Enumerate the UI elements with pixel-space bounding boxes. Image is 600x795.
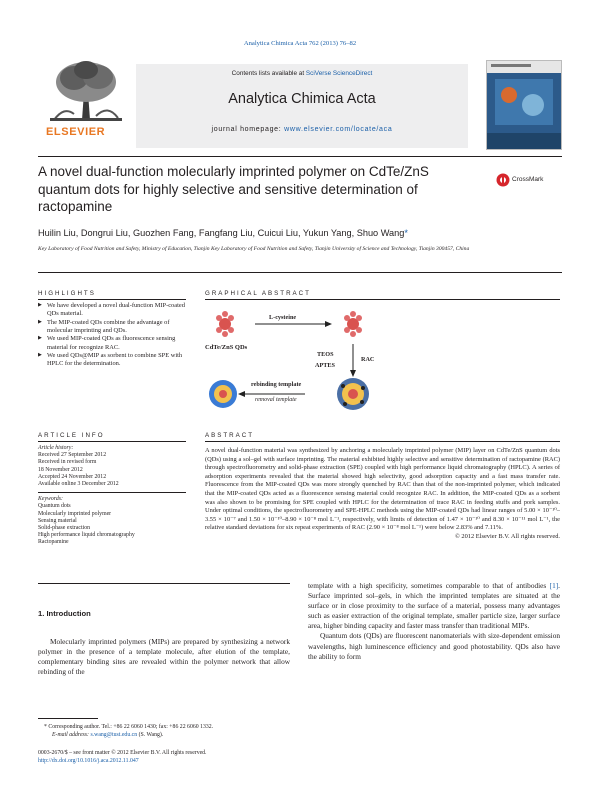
homepage-link[interactable]: www.elsevier.com/locate/aca [284, 126, 393, 133]
highlights-list [38, 302, 186, 369]
label-lcysteine: L-cysteine [269, 314, 297, 321]
crossmark-label: CrossMark [512, 176, 544, 183]
intro-column-2 [308, 581, 560, 662]
homepage-prefix: journal homepage: [211, 126, 285, 133]
journal-homepage [136, 126, 468, 133]
header-rule [38, 156, 562, 157]
keyword-item: Sensing material [38, 517, 77, 524]
qd-cluster-icon [344, 311, 362, 337]
label-cdte-zns-qds: CdTe/ZnS QDs [205, 344, 248, 351]
journal-cover-thumbnail[interactable] [486, 60, 562, 150]
crossmark-badge[interactable] [496, 173, 560, 187]
issn-line: 0003-2670/$ – see front matter © 2012 Elsevier B.V. All rights reserved. [38, 750, 207, 756]
label-rebinding-template: rebinding template [251, 381, 302, 388]
label-removal-template: removal template [255, 397, 297, 403]
history-item: Received in revised form [38, 459, 97, 466]
abstract-body [205, 447, 560, 542]
elsevier-wordmark: ELSEVIER [46, 126, 106, 138]
keyword-item: Quantum dots [38, 503, 71, 510]
keywords-rule [38, 492, 186, 493]
keyword-item: High performance liquid chromatography [38, 532, 135, 539]
intro-col2-text: template with a high specificity, sometimes comparable to that of antibodies [308, 581, 550, 590]
label-rac: RAC [361, 356, 375, 363]
highlight-item: ▶ We have developed a novel dual-function MIP-coated QDs material. [38, 302, 186, 318]
doi-link[interactable]: http://dx.doi.org/10.1016/j.aca.2012.11.047 [38, 757, 139, 764]
authors-text: Huilin Liu, Dongrui Liu, Guozhen Fang, Fangfang Liu, Cuicui Liu, Yukun Yang, Shuo Wang [38, 228, 405, 238]
affiliation-rule [38, 272, 562, 273]
abstract-rule [205, 441, 560, 442]
mip-qd-particle-icon [337, 378, 369, 410]
email-suffix: (S. Wang). [137, 731, 164, 738]
contents-line [136, 70, 468, 77]
footnote-rule [38, 718, 98, 719]
article-title: A novel dual-function molecularly imprinted polymer on CdTe/ZnS quantum dots for highly selective and sensitive determination of ractopamine [38, 164, 429, 214]
history-item: Available online 3 December 2012 [38, 481, 119, 488]
history-label: Article history: [38, 445, 74, 451]
sciencedirect-link[interactable]: SciVerse ScienceDirect [305, 70, 373, 77]
email-label: E-mail address: [52, 731, 89, 738]
mip-qd-particle-icon [209, 380, 237, 408]
keyword-item: Molecularly imprinted polymer [38, 510, 112, 517]
keyword-item: Solid-phase extraction [38, 525, 90, 532]
journal-reference[interactable]: Analytica Chimica Acta 762 (2013) 76–82 [243, 40, 357, 47]
corresponding-author-note: * Corresponding author. Tel.: +86 22 6060 1430; fax: +86 22 6060 1332. [44, 724, 214, 730]
highlight-item: ▶ We used MIP-coated QDs as fluorescence sensing material for recognize RAC. [38, 335, 186, 351]
history-item: Accepted 24 November 2012 [38, 473, 107, 480]
history-item: Received 27 September 2012 [38, 452, 107, 459]
keywords-label: Keywords: [38, 496, 63, 503]
body-rule [38, 583, 290, 584]
graphical-abstract-figure [205, 296, 545, 416]
masthead-center [136, 64, 468, 148]
intro-col2-text: . Surface imprinted sol–gels, in which the imprinted templates are situated at the surface or in close proximity to the surface of a material, possess many advantages such as easier extraction of the original template, smaller particle size, larger surface area, higher binding capacity and faster mass transfer than traditional MIPs. [308, 581, 560, 631]
keyword-item: Ractopamine [38, 539, 69, 546]
highlight-item: ▶ We used QDs@MIP as sorbent to combine SPE with HPLC for the determination. [38, 352, 186, 368]
author-list [38, 228, 408, 238]
highlights-rule [38, 299, 186, 300]
article-info-heading: ARTICLE INFO [38, 432, 105, 439]
contents-prefix: Contents lists available at [231, 70, 306, 77]
affiliation: Key Laboratory of Food Nutrition and Safety, Ministry of Education, Tianjin Key Laboratory of Food Nutrition and Safety, Tianjin University of Science and Technology, Tianjin 300457, China [38, 246, 470, 252]
email-link[interactable]: s.wang@tust.edu.cn [90, 731, 138, 738]
article-info [38, 442, 186, 547]
qd-cluster-icon [216, 311, 234, 337]
bottom-meta [38, 750, 290, 765]
intro-column-1: Molecularly imprinted polymers (MIPs) are prepared by synthesizing a network polymer in the presence of a template molecule, after elution of the template, complementary binding sites are revealed within the polymer network that allow rebinding of the [38, 637, 290, 677]
intro-col2-paragraph: Quantum dots (QDs) are fluorescent nanomaterials with size-dependent emission wavelengths, high luminescence efficiency and good photostability. QDs also have the ability to form [308, 631, 560, 661]
abstract-text: A novel dual-function material was synthesized by anchoring a molecularly imprinted polymer (MIP) layer on CdTe/ZnS quantum dots (QDs) using a sol–gel with surface imprinting. The material exhibited highly selective and sensitive determination of ractopamine (RAC) through spectrofluorometry and solid-phase extraction (SPE) coupled with high performance liquid chromatography (HPLC). A series of adsorption experiments revealed that the material showed high selectivity, good adsorption capacity and a fast mass transfer rate. Fluorescence from the MIP-coated QDs was more strongly quenched by RAC than that of the non-imprinted polymer, which indicated that the MIP-coated QDs acted as a fluorescence sensing material could recognize RAC. In addition, the MIP-coated QDs as a sorbent was also shown to be promising for SPE coupled with HPLC for the determination of trace RAC in feeding stuffs and pork samples. Under optimal conditions, the spectrofluorometry and SPE-HPLC methods using the MIP-coated QDs had linear ranges of 5.00 × 10⁻¹⁰–3.55 × 10⁻⁷ and 1.50 × 10⁻¹⁰–8.90 × 10⁻⁸ mol L⁻¹, respectively, with limits of detection of 1.47 × 10⁻¹⁰ and 8.30 × 10⁻¹¹ mol L⁻¹, the relative standard deviations for six repeat experiments of RAC (2.90 × 10⁻⁸ mol L⁻¹) were below 2.83% and 7.11%. [205, 447, 560, 532]
footnote [38, 724, 290, 739]
journal-title: Analytica Chimica Acta [228, 91, 376, 107]
label-aptes: APTES [315, 362, 335, 369]
abstract-heading: ABSTRACT [205, 432, 255, 439]
highlights-heading: HIGHLIGHTS [38, 290, 96, 297]
highlight-item: ▶ The MIP-coated QDs combine the advantage of molecular imprinting and QDs. [38, 319, 186, 335]
crossmark-icon [496, 173, 510, 187]
history-item: 18 November 2012 [38, 466, 83, 473]
graphical-abstract-heading: GRAPHICAL ABSTRACT [205, 290, 311, 297]
section-heading-introduction: 1. Introduction [38, 609, 91, 618]
citation-link[interactable]: [1] [549, 581, 559, 590]
masthead [44, 58, 560, 152]
corresponding-author-mark[interactable]: * [404, 228, 408, 238]
label-teos: TEOS [317, 351, 334, 358]
copyright-line: © 2012 Elsevier B.V. All rights reserved. [454, 532, 560, 540]
